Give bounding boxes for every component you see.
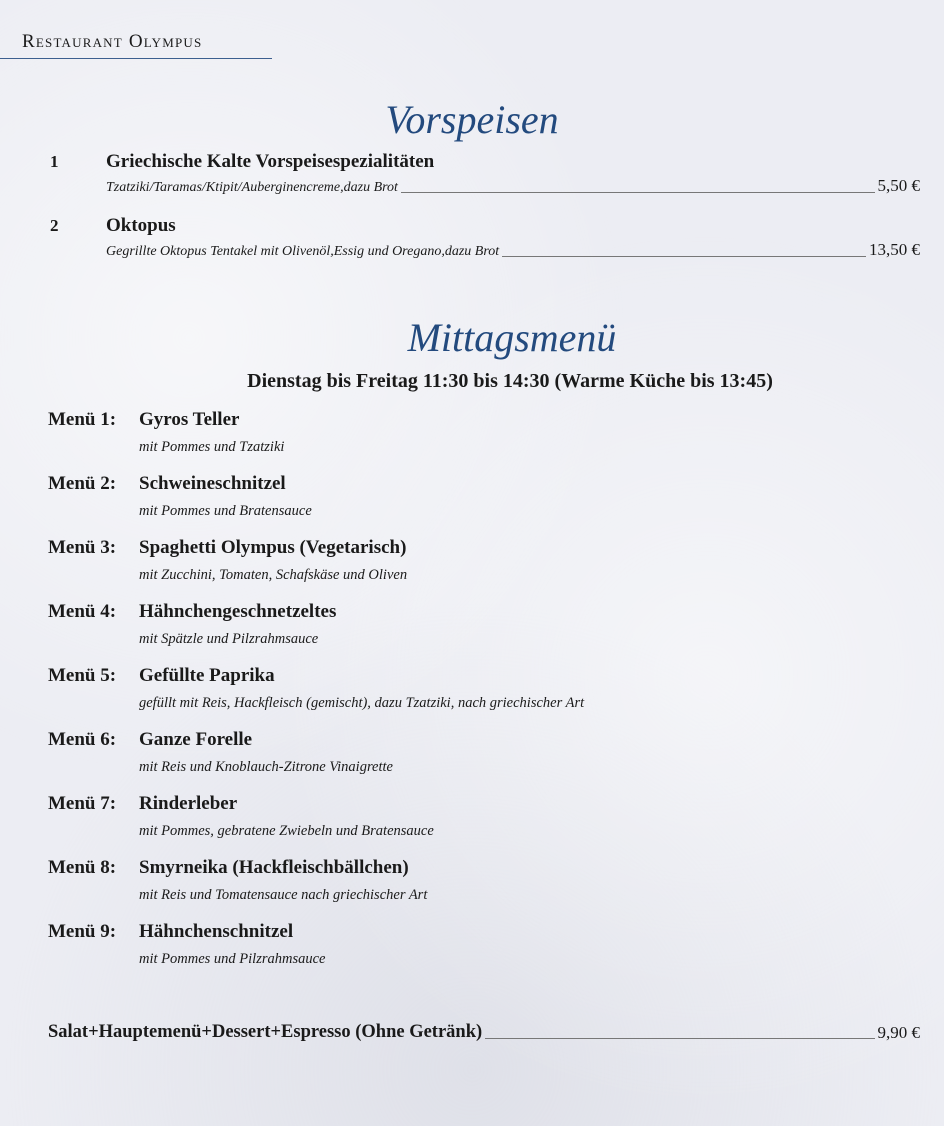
starter-description-line (106, 240, 920, 260)
menu-number: Menü 3: (48, 537, 117, 558)
menu-name: Rinderleber (139, 793, 238, 814)
menu-number: Menü 8: (48, 857, 117, 878)
starter-price: 5,50 € (877, 176, 920, 195)
menu-description: mit Pommes und Pilzrahmsauce (139, 951, 326, 967)
menu-description: mit Pommes und Tzatziki (139, 439, 285, 455)
combo-line (48, 1022, 920, 1043)
starter-description-line (106, 176, 920, 196)
menu-number: Menü 6: (48, 729, 117, 750)
combo-label: Salat+Hauptemenü+Dessert+Espresso (Ohne Getränk) (48, 1022, 483, 1042)
menu-number: Menü 1: (48, 409, 117, 430)
starters-heading: Vorspeisen (385, 97, 559, 142)
menu-name: Ganze Forelle (139, 729, 253, 750)
menu-number: Menü 5: (48, 665, 117, 686)
menu-description: mit Pommes, gebratene Zwiebeln und Bratensauce (139, 823, 434, 839)
brand-title: Restaurant Olympus (22, 31, 203, 52)
price-leader (401, 192, 875, 193)
menu-name: Hähnchengeschnetzeltes (139, 601, 337, 622)
menu-name: Gefüllte Paprika (139, 665, 275, 686)
starter-price: 13,50 € (869, 240, 920, 259)
menu-description: mit Zucchini, Tomaten, Schafskäse und Oliven (139, 567, 408, 583)
menu-name: Smyrneika (Hackfleischbällchen) (139, 857, 409, 878)
menu-name: Hähnchenschnitzel (139, 921, 294, 942)
combo-price: 9,90 € (877, 1023, 920, 1042)
starter-name: Griechische Kalte Vorspeisespezialitäten (106, 151, 435, 172)
menu-name: Gyros Teller (139, 409, 240, 430)
starter-number: 2 (50, 216, 59, 235)
menu-name: Spaghetti Olympus (Vegetarisch) (139, 537, 407, 558)
menu-name: Schweineschnitzel (139, 473, 286, 494)
menu-number: Menü 9: (48, 921, 117, 942)
menu-description: mit Reis und Knoblauch-Zitrone Vinaigrette (139, 759, 393, 775)
lunch-hours: Dienstag bis Freitag 11:30 bis 14:30 (Warme Küche bis 13:45) (247, 370, 773, 392)
menu-description: mit Reis und Tomatensauce nach griechischer Art (139, 887, 428, 903)
lunch-heading: Mittagsmenü (407, 315, 617, 360)
price-leader (485, 1038, 874, 1039)
starter-description: Tzatziki/Taramas/Ktipit/Auberginencreme,dazu Brot (106, 180, 398, 195)
menu-number: Menü 4: (48, 601, 117, 622)
menu-description: mit Pommes und Bratensauce (139, 503, 312, 519)
brand-underline (0, 58, 272, 59)
starter-description: Gegrillte Oktopus Tentakel mit Olivenöl,Essig und Oregano,dazu Brot (106, 244, 500, 259)
menu-description: mit Spätzle und Pilzrahmsauce (139, 631, 319, 647)
price-leader (502, 256, 866, 257)
menu-number: Menü 7: (48, 793, 117, 814)
starter-name: Oktopus (106, 215, 176, 236)
starter-number: 1 (50, 152, 59, 171)
menu-description: gefüllt mit Reis, Hackfleisch (gemischt), dazu Tzatziki, nach griechischer Art (139, 695, 585, 711)
menu-number: Menü 2: (48, 473, 117, 494)
